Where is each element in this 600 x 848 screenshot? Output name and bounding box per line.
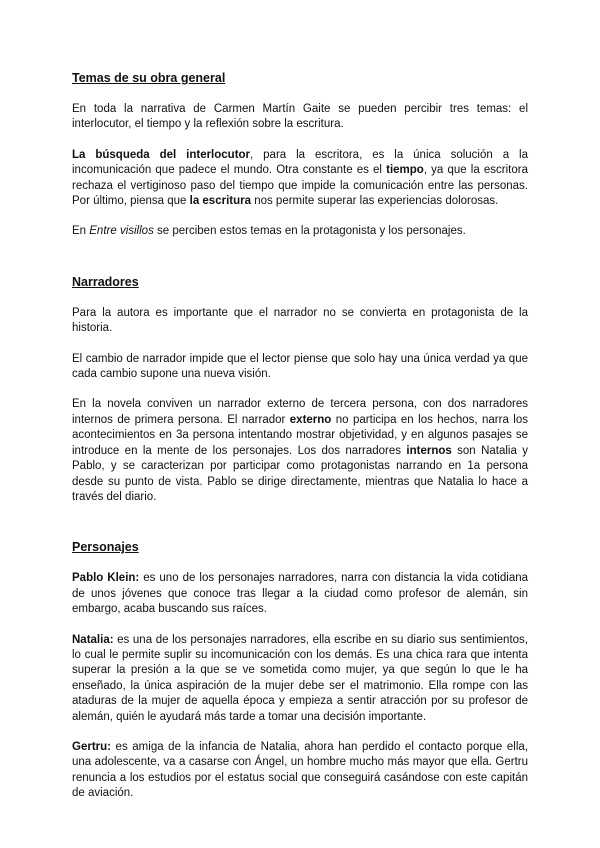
personaje-gertru-paragraph: [72, 740, 528, 802]
bold-internos: internos: [406, 444, 452, 457]
text-run: , ya que la escritora rechaza el vertiginoso paso del tiempo que impide la comunicación entre las personas. Por último, piensa que: [72, 164, 529, 208]
text-run: no participa en los hechos, narra los acontecimientos en 3a persona intentando mostrar objetividad, y en algunos pasajes se introduce en la mente de los personajes. Los dos narradores: [72, 413, 528, 457]
personaje-natalia-paragraph: [72, 633, 528, 725]
text-run: es uno de los personajes narradores, narra con distancia la vida cotidiana de unos jóvenes que conoce tras llegar a la ciudad como profesor de alemán, sin embargo, acaba buscando sus raíces.: [72, 572, 529, 616]
heading-temas: Temas de su obra general: [72, 71, 226, 85]
character-name-natalia: Natalia:: [72, 633, 114, 646]
text-run: se perciben estos temas en la protagonista y los personajes.: [153, 225, 466, 238]
temas-detail-paragraph: [72, 148, 528, 210]
temas-intro-paragraph: En toda la narrativa de Carmen Martín Gaite se pueden percibir tres temas: el interlocutor, el tiempo y la reflexión sobre la escritura.: [72, 103, 528, 131]
bold-interlocutor: La búsqueda del interlocutor: [72, 148, 251, 161]
italic-book-title: Entre visillos: [89, 225, 154, 238]
temas-entre-visillos-paragraph: [72, 224, 528, 239]
text-run: En la novela conviven un narrador externo de tercera persona, con dos narradores internos de primera persona. El narrador: [72, 398, 528, 426]
heading-narradores: Narradores: [72, 274, 139, 289]
text-run: En: [72, 225, 90, 238]
narradores-paragraph-3: [72, 397, 528, 505]
bold-tiempo: tiempo: [386, 164, 424, 177]
narradores-paragraph-1: Para la autora es importante que el narrador no se convierta en protagonista de la historia.: [72, 306, 528, 335]
character-name-pablo: Pablo Klein:: [72, 572, 140, 585]
heading-personajes: Personajes: [72, 540, 139, 555]
text-run: son Natalia y Pablo, y se caracterizan por participar como protagonistas narrando en 1a persona desde su punto de vista. Pablo se dirige directamente, mientras que Natalia lo hace a través del diario.: [72, 444, 528, 503]
text-run: , para la escritora, es la única solución a la incomunicación que padece el mundo. Otra constante es el: [72, 148, 528, 177]
bold-escritura: la escritura: [189, 195, 251, 208]
text-run: es una de los personajes narradores, ella escribe en su diario sus sentimientos, lo cual le permite suplir su incomunicación con los demás. Es una chica rara que intenta superar la presión a la que se ve sometida como mujer, ya que según lo que le ha enseñado, la única aspiración de la mujer debe ser el matrimonio. Ella rompe con las ataduras de la mujer de aquella época y empieza a sentir atracción por su profesor de alemán, quién le ayudará más tarde a tomar una decisión importante.: [72, 633, 528, 723]
character-name-gertru: Gertru:: [72, 740, 111, 753]
text-run: nos permite superar las experiencias dolorosas.: [251, 195, 499, 208]
narradores-paragraph-2: El cambio de narrador impide que el lector piense que solo hay una única verdad ya que cada cambio supone una nueva visión.: [72, 352, 528, 381]
text-run: es amiga de la infancia de Natalia, ahora han perdido el contacto porque ella, una adolescente, va a casarse con Ángel, un hombre mucho más mayor que ella. Gertru renuncia a los estudios por el estatus social que conseguirá casándose con este capitán de aviación.: [72, 740, 528, 800]
bold-externo: externo: [289, 413, 332, 426]
personaje-pablo-paragraph: [72, 571, 528, 617]
